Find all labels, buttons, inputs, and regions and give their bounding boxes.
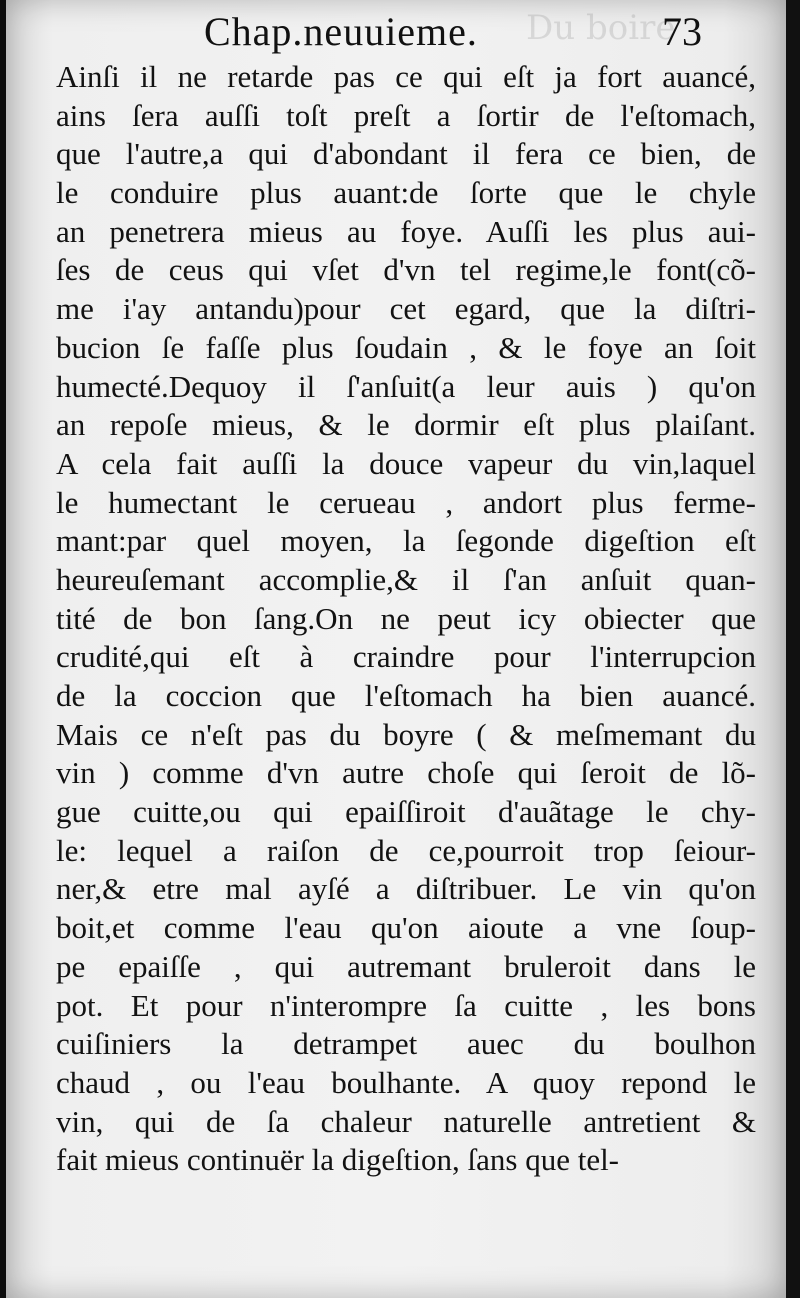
bleed-through-text: Du boire [526,8,676,48]
page-header [6,2,786,58]
text-line: vin, qui de ſa chaleur naturelle antretient & [56,1103,756,1139]
text-line: an repoſe mieus, & le dormir eſt plus plaiſant. [56,407,756,443]
text-line: me i'ay antandu)pour cet egard, que la diſtri- [56,291,756,327]
running-title: Chap.neuuieme. [204,9,478,54]
body-text [56,58,756,1180]
text-line: heureuſemant accomplie,& il ſ'an anſuit quan- [56,561,756,597]
text-line: cuiſiniers la detrampet auec du boulhon [56,1026,756,1062]
text-line: chaud , ou l'eau boulhante. A quoy repond le [56,1064,756,1100]
text-line: le humectant le cerueau , andort plus ferme- [56,484,756,520]
text-line: tité de bon ſang.On ne peut icy obiecter que [56,600,756,636]
text-line: A cela fait auſſi la douce vapeur du vin,laquel [56,445,756,481]
text-line: ſes de ceus qui vſet d'vn tel regime,le font(cõ- [56,252,756,288]
text-line: le: lequel a raiſon de ce,pourroit trop ſeiour- [56,832,756,868]
text-line: ner,& etre mal ayſé a diſtribuer. Le vin qu'on [56,871,756,907]
text-line: pot. Et pour n'interompre ſa cuitte , les bons [56,987,756,1023]
page-edge-shadow [786,0,800,1298]
text-line: vin ) comme d'vn autre choſe qui ſeroit de lõ- [56,755,756,791]
text-line: boit,et comme l'eau qu'on aioute a vne ſoup- [56,910,756,946]
text-line: le conduire plus auant:de ſorte que le chyle [56,175,756,211]
text-line: humecté.Dequoy il ſ'anſuit(a leur auis ) qu'on [56,368,756,404]
text-line: an penetrera mieus au foye. Auſſi les plus aui- [56,213,756,249]
text-line: que l'autre,a qui d'abondant il fera ce bien, de [56,136,756,172]
text-line: crudité,qui eſt à craindre pour l'interrupcion [56,639,756,675]
text-line: bucion ſe faſſe plus ſoudain , & le foye an ſoit [56,329,756,365]
text-line: de la coccion que l'eſtomach ha bien auancé. [56,678,756,713]
text-line: mant:par quel moyen, la ſegonde digeſtion eſt [56,523,756,559]
text-line: Ainſi il ne retarde pas ce qui eſt ja fort auancé, [56,59,756,94]
text-line: Mais ce n'eſt pas du boyre ( & meſmemant du [56,716,756,752]
book-page [6,0,786,1298]
text-line: fait mieus continuër la digeſtion, ſans que tel- [56,1142,620,1178]
page-number: 73 [662,9,702,54]
text-line: gue cuitte,ou qui epaiſſiroit d'auãtage le chy- [56,794,756,830]
text-line: ains ſera auſſi toſt preſt a ſortir de l'eſtomach, [56,97,756,133]
text-line: pe epaiſſe , qui autremant bruleroit dans le [56,948,756,984]
